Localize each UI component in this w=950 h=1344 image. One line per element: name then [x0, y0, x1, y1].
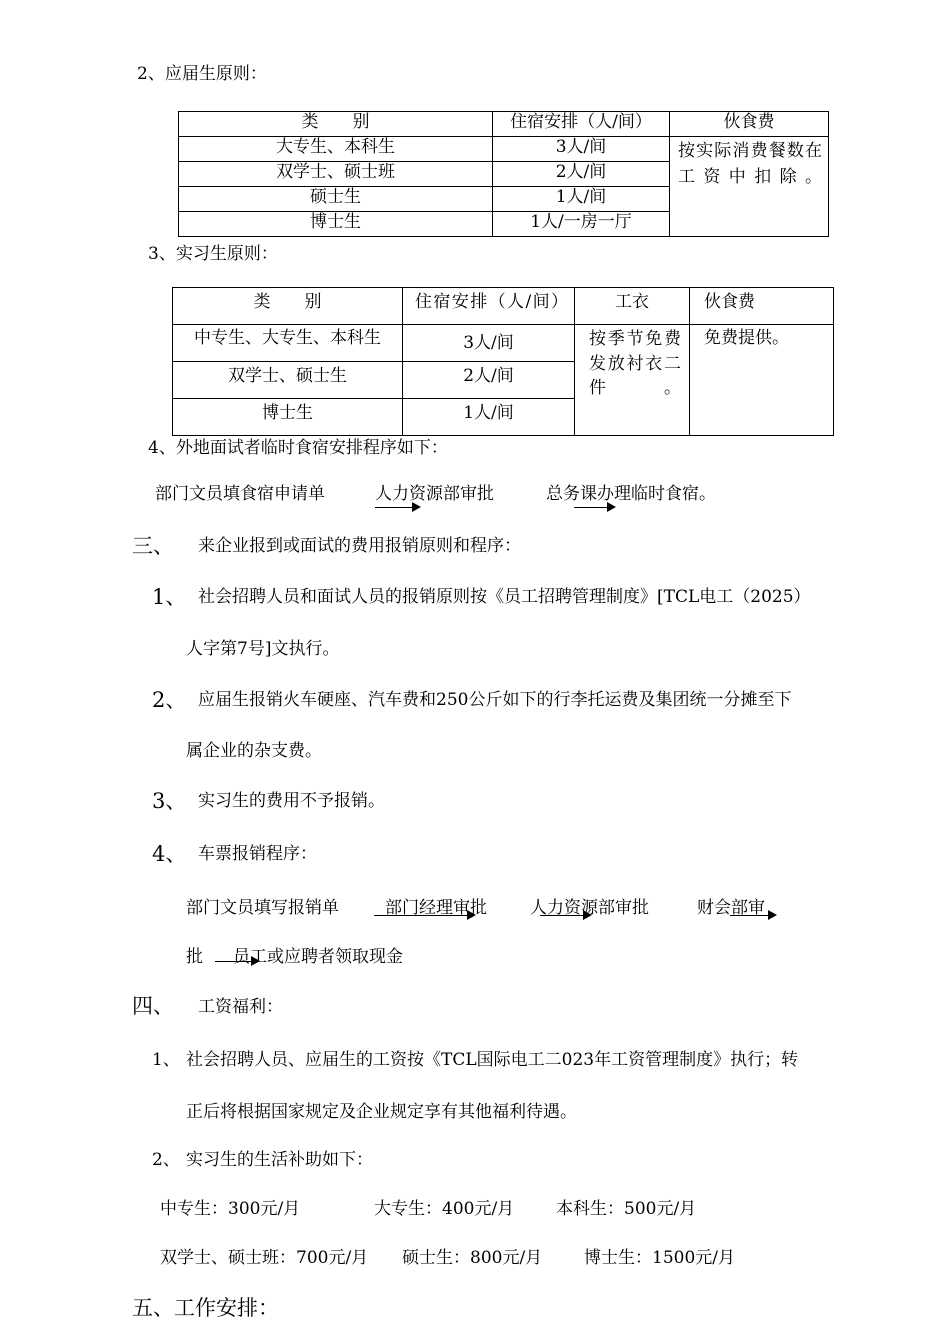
intern-header-lodging: 住宿安排（人/间）: [403, 288, 575, 325]
section3-number: 三、: [132, 534, 174, 558]
section3-item1-text: 社会招聘人员和面试人员的报销原则按《员工招聘管理制度》[TCL电工（2025）: [198, 587, 811, 607]
intern-header-uniform: 工衣: [575, 288, 690, 325]
intern-lodging: 2人/间: [403, 362, 575, 399]
graduate-lodging: 2人/间: [493, 162, 670, 187]
graduate-header-category: 类 别: [179, 112, 493, 137]
graduate-meal-note: 按实际消费餐数在工资中扣除。: [670, 137, 829, 237]
intern-category: 博士生: [173, 399, 403, 436]
allowance-entry: 硕士生：800元/月: [402, 1248, 543, 1268]
interview-step: 人力资源部审批: [375, 484, 494, 504]
interview-step: 部门文员填食宿申请单: [155, 484, 325, 504]
graduate-category: 博士生: [179, 212, 493, 237]
section3-item1-text-cont: 人字第7号]文执行。: [186, 639, 340, 659]
reimburse-step: 部门文员填写报销单: [186, 898, 339, 918]
graduate-header-meal: 伙食费: [670, 112, 829, 137]
allowance-entry: 双学士、硕士班：700元/月: [160, 1248, 369, 1268]
graduate-heading: 2、应届生原则：: [137, 64, 267, 84]
intern-header-meal: 伙食费: [690, 288, 834, 325]
section3-item2-number: 2、: [152, 688, 187, 712]
reimburse-step: 批: [186, 947, 203, 967]
interview-heading: 4、外地面试者临时食宿安排程序如下：: [148, 438, 448, 458]
section4-number: 四、: [132, 994, 174, 1018]
section3-item3-number: 3、: [152, 789, 187, 813]
section3-item2-text: 应届生报销火车硬座、汽车费和250公斤如下的行李托运费及集团统一分摊至下: [198, 690, 792, 710]
section5-title: 五、工作安排：: [132, 1296, 279, 1320]
section4-item1-text-cont: 正后将根据国家规定及企业规定享有其他福利待遇。: [186, 1102, 577, 1122]
section4-item1-text: 社会招聘人员、应届生的工资按《TCL国际电工二023年工资管理制度》执行；转: [186, 1050, 799, 1070]
section3-item3-text: 实习生的费用不予报销。: [198, 791, 385, 811]
intern-category: 中专生、大专生、本科生: [173, 325, 403, 362]
reimburse-step: 员工或应聘者领取现金: [233, 947, 403, 967]
intern-heading: 3、实习生原则：: [148, 244, 278, 264]
graduate-category: 硕士生: [179, 187, 493, 212]
graduate-category: 双学士、硕士班: [179, 162, 493, 187]
section4-title: 工资福利：: [198, 997, 283, 1017]
graduate-header-lodging: 住宿安排（人/间）: [493, 112, 670, 137]
flow-arrow-icon: [574, 507, 614, 508]
section3-title: 来企业报到或面试的费用报销原则和程序：: [198, 536, 521, 556]
allowance-entry: 中专生：300元/月: [160, 1199, 301, 1219]
intern-meal-note: 免费提供。: [690, 325, 834, 436]
reimburse-step: 部门经理审批: [385, 898, 487, 918]
graduate-table: [178, 111, 829, 237]
allowance-entry: 博士生：1500元/月: [584, 1248, 735, 1268]
intern-table: [172, 287, 834, 436]
section4-item1-number: 1、: [152, 1050, 180, 1070]
intern-header-category: 类 别: [173, 288, 403, 325]
interview-step: 总务课办理临时食宿。: [546, 484, 716, 504]
intern-lodging: 3人/间: [403, 325, 575, 362]
intern-category: 双学士、硕士生: [173, 362, 403, 399]
section3-item4-number: 4、: [152, 842, 187, 866]
graduate-lodging: 1人/间: [493, 187, 670, 212]
graduate-category: 大专生、本科生: [179, 137, 493, 162]
reimburse-step: 人力资源部审批: [530, 898, 649, 918]
allowance-entry: 大专生：400元/月: [374, 1199, 515, 1219]
reimburse-step: 财会部审: [697, 898, 765, 918]
graduate-lodging: 1人/一房一厅: [493, 212, 670, 237]
intern-lodging: 1人/间: [403, 399, 575, 436]
section3-item4-text: 车票报销程序：: [198, 844, 317, 864]
section3-item1-number: 1、: [152, 585, 187, 609]
graduate-lodging: 3人/间: [493, 137, 670, 162]
section4-item2-text: 实习生的生活补助如下：: [186, 1150, 373, 1170]
intern-uniform-note: 按季节免费发放衬衣二件。: [575, 325, 690, 436]
section3-item2-text-cont: 属企业的杂支费。: [186, 741, 322, 761]
flow-arrow-icon: [375, 507, 419, 508]
allowance-entry: 本科生：500元/月: [556, 1199, 697, 1219]
section4-item2-number: 2、: [152, 1150, 180, 1170]
